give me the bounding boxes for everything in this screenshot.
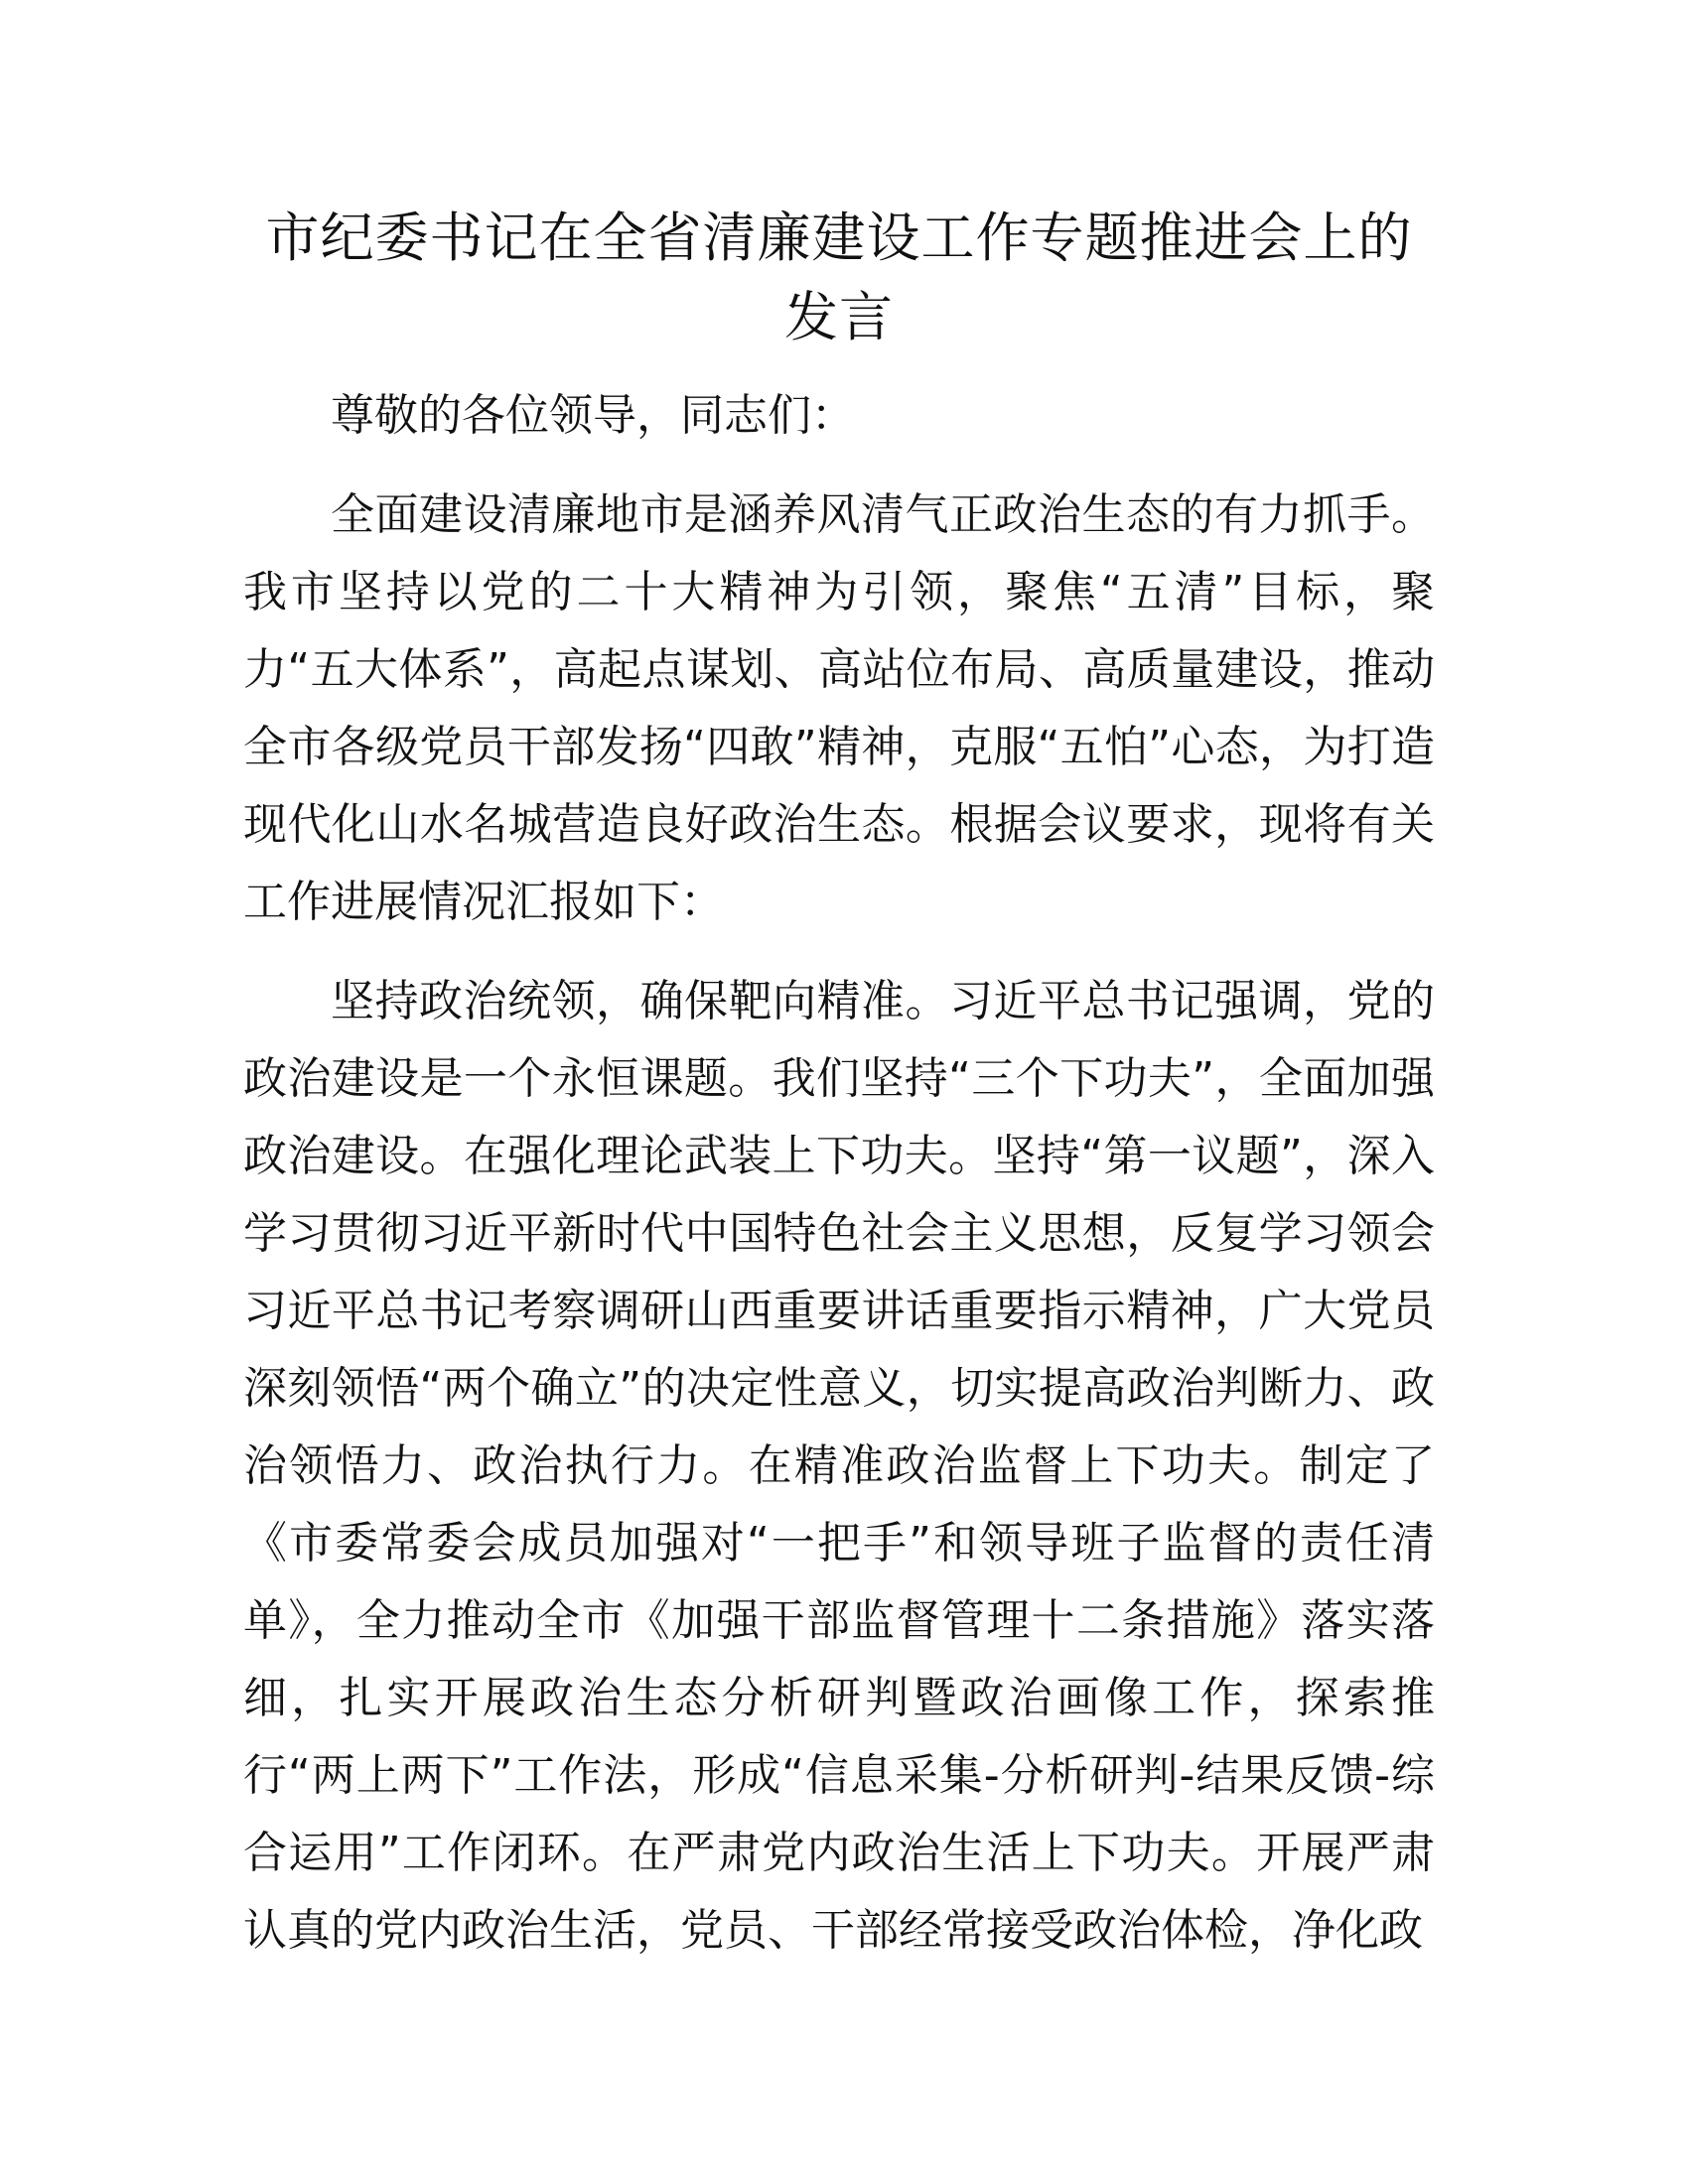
- document-title: 市纪委书记在全省清廉建设工作专题推进会上的发言: [265, 206, 1413, 348]
- paragraph-2: 坚持政治统领，确保靶向精准。习近平总书记强调，党的政治建设是一个永恒课题。我们坚持“三个下功夫”，全面加强政治建设。在强化理论武装上下功夫。坚持“第一议题”，深入学习贯彻习近平新时代中国特色社会主义思想，反复学习领会习近平总书记考察调研山西重要讲话重要指示精神，广大党员深刻领悟“两个确立”的决定性意义，切实提高政治判断力、政治领悟力、政治执行力。在精准政治监督上下功夫。制定了《市委常委会成员加强对“一把手”和领导班子监督的责任清单》，全力推动全市《加强干部监督管理十二条措施》落实落细，扎实开展政治生态分析研判暨政治画像工作，探索推行“两上两下”工作法，形成“信息采集-分析研判-结果反馈-综合运用”工作闭环。在严肃党内政治生活上下功夫。开展严肃认真的党内政治生活，党员、干部经常接受政治体检，净化政: [243, 976, 1435, 1956]
- paragraph-1: 全面建设清廉地市是涵养风清气正政治生态的有力抓手。我市坚持以党的二十大精神为引领，聚焦“五清”目标，聚力“五大体系”，高起点谋划、高站位布局、高质量建设，推动全市各级党员干部发扬“四敢”精神，克服“五怕”心态，为打造现代化山水名城营造良好政治生态。根据会议要求，现将有关工作进展情况汇报如下：: [243, 489, 1435, 927]
- document-body: [243, 199, 1435, 1970]
- greeting: 尊敬的各位领导，同志们：: [331, 390, 855, 441]
